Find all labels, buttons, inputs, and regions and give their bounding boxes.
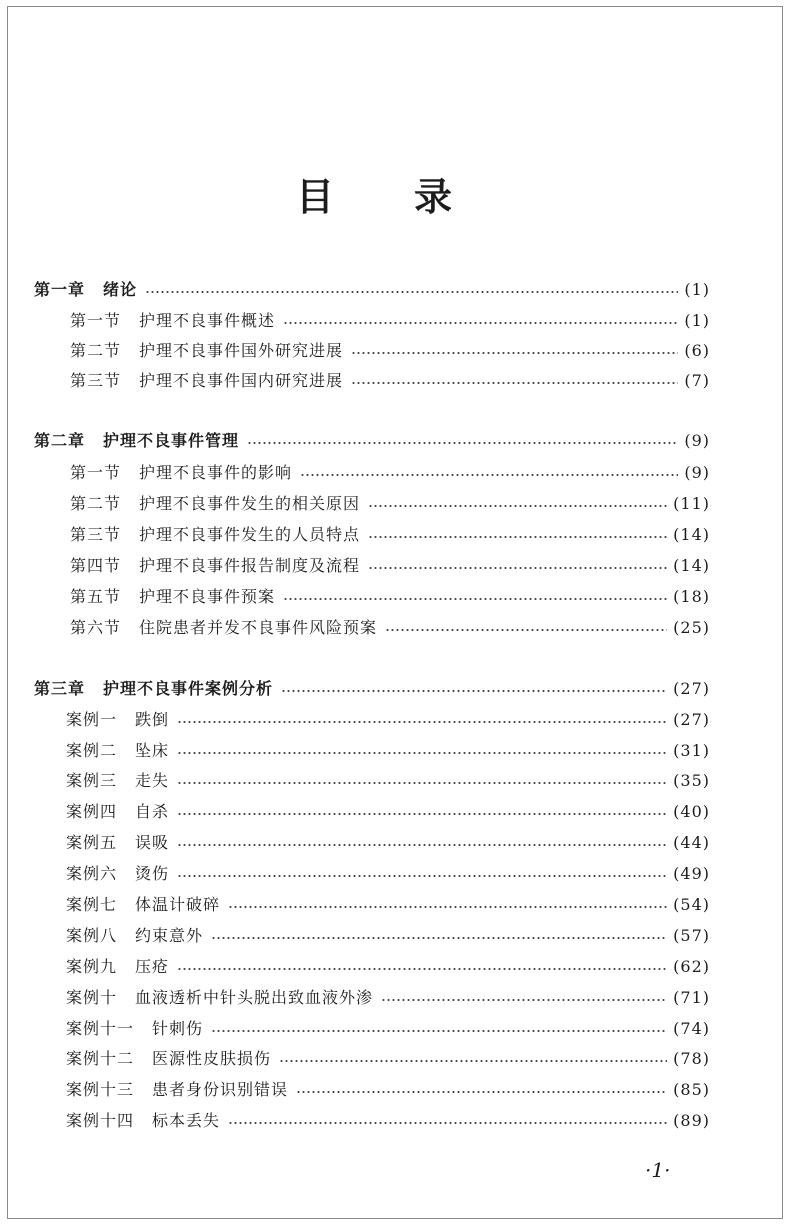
dot-leader — [177, 841, 667, 849]
toc-page-number: (78) — [673, 1049, 710, 1068]
toc-page-number: (1) — [684, 280, 710, 299]
title-char-1: 目 — [296, 175, 335, 219]
toc-page-number: (25) — [673, 618, 710, 637]
dot-leader — [381, 996, 667, 1004]
dot-leader — [211, 1027, 667, 1035]
toc-case[interactable]: 案例十 血液透析中针头脱出致血液外渗 (71) — [66, 988, 710, 1007]
toc-page-number: (35) — [673, 771, 710, 790]
toc-page-number: (62) — [673, 957, 710, 976]
toc-section[interactable]: 第六节 住院患者并发不良事件风险预案 (25) — [70, 618, 710, 637]
toc-case[interactable]: 案例十一 针刺伤 (74) — [66, 1019, 710, 1038]
toc-section[interactable]: 第二节 护理不良事件国外研究进展 (6) — [70, 341, 710, 360]
toc-page-number: (6) — [684, 341, 710, 360]
toc-case[interactable]: 案例二 坠床 (31) — [66, 741, 710, 760]
title-char-2: 录 — [414, 175, 453, 219]
dot-leader — [368, 564, 667, 572]
toc-chapter-3[interactable] — [34, 675, 710, 699]
toc-page-number: (40) — [673, 802, 710, 821]
toc-page-number: (9) — [684, 431, 710, 450]
dot-leader — [177, 965, 667, 973]
toc-page-number: (89) — [673, 1111, 710, 1130]
dot-leader — [283, 595, 667, 603]
toc-page-number: (54) — [673, 895, 710, 914]
dot-leader — [228, 1119, 667, 1127]
toc-section[interactable]: 第二节 护理不良事件发生的相关原因 (11) — [70, 494, 710, 513]
toc-page-number: (7) — [684, 371, 710, 390]
toc-page-number: (71) — [673, 988, 710, 1007]
dot-leader — [300, 471, 678, 479]
dot-leader — [145, 288, 678, 296]
dot-leader — [228, 903, 667, 911]
dot-leader — [351, 349, 678, 357]
toc-section[interactable]: 第五节 护理不良事件预案 (18) — [70, 587, 710, 606]
dot-leader — [211, 934, 667, 942]
page-number: ·1· — [645, 1158, 671, 1182]
toc-page-number: (11) — [673, 494, 710, 513]
toc-page-number: (27) — [673, 710, 710, 729]
dot-leader — [177, 779, 667, 787]
toc-chapter-1[interactable] — [34, 276, 710, 300]
toc-section[interactable]: 第一节 护理不良事件的影响 (9) — [70, 463, 710, 482]
toc-page-number: (14) — [673, 556, 710, 575]
toc-page-number: (1) — [684, 311, 710, 330]
toc-case[interactable]: 案例十三 患者身份识别错误 (85) — [66, 1080, 710, 1099]
dot-leader — [296, 1088, 667, 1096]
toc-section[interactable]: 第三节 护理不良事件国内研究进展 (7) — [70, 371, 710, 390]
toc-page-number: (14) — [673, 525, 710, 544]
toc-page-number: (9) — [684, 463, 710, 482]
toc-case[interactable]: 案例八 约束意外 (57) — [66, 926, 710, 945]
toc-chapter-label: 第三章 护理不良事件案例分析 — [34, 679, 274, 698]
toc-page-number: (27) — [673, 679, 710, 698]
dot-leader — [385, 626, 667, 634]
dot-leader — [283, 319, 678, 327]
dot-leader — [368, 502, 667, 510]
toc-case[interactable]: 案例三 走失 (35) — [66, 771, 710, 790]
toc-case[interactable]: 案例十四 标本丢失 (89) — [66, 1111, 710, 1130]
toc-chapter-label: 第二章 护理不良事件管理 — [34, 431, 240, 450]
dot-leader — [281, 687, 667, 695]
dot-leader — [368, 533, 667, 541]
dot-leader — [177, 749, 667, 757]
dot-leader — [247, 439, 678, 447]
toc-page-number: (44) — [673, 833, 710, 852]
page-title — [0, 172, 790, 222]
toc-chapter-2[interactable] — [34, 427, 710, 451]
dot-leader — [279, 1057, 667, 1065]
toc-page-number: (85) — [673, 1080, 710, 1099]
toc-page-number: (31) — [673, 741, 710, 760]
toc-case[interactable]: 案例五 误吸 (44) — [66, 833, 710, 852]
dot-leader — [351, 379, 678, 387]
toc-case[interactable]: 案例四 自杀 (40) — [66, 802, 710, 821]
toc-section[interactable]: 第四节 护理不良事件报告制度及流程 (14) — [70, 556, 710, 575]
toc-chapter-label: 第一章 绪论 — [34, 280, 138, 299]
dot-leader — [177, 810, 667, 818]
toc-page-number: (18) — [673, 587, 710, 606]
toc-page-number: (49) — [673, 864, 710, 883]
dot-leader — [177, 872, 667, 880]
toc-page-number: (57) — [673, 926, 710, 945]
toc-case[interactable]: 案例十二 医源性皮肤损伤 (78) — [66, 1049, 710, 1068]
toc-case[interactable]: 案例九 压疮 (62) — [66, 957, 710, 976]
dot-leader — [177, 718, 667, 726]
toc-case[interactable]: 案例一 跌倒 (27) — [66, 710, 710, 729]
toc-section[interactable]: 第三节 护理不良事件发生的人员特点 (14) — [70, 525, 710, 544]
toc-section[interactable]: 第一节 护理不良事件概述 (1) — [70, 311, 710, 330]
toc-case[interactable]: 案例七 体温计破碎 (54) — [66, 895, 710, 914]
toc-page-number: (74) — [673, 1019, 710, 1038]
toc-case[interactable]: 案例六 烫伤 (49) — [66, 864, 710, 883]
